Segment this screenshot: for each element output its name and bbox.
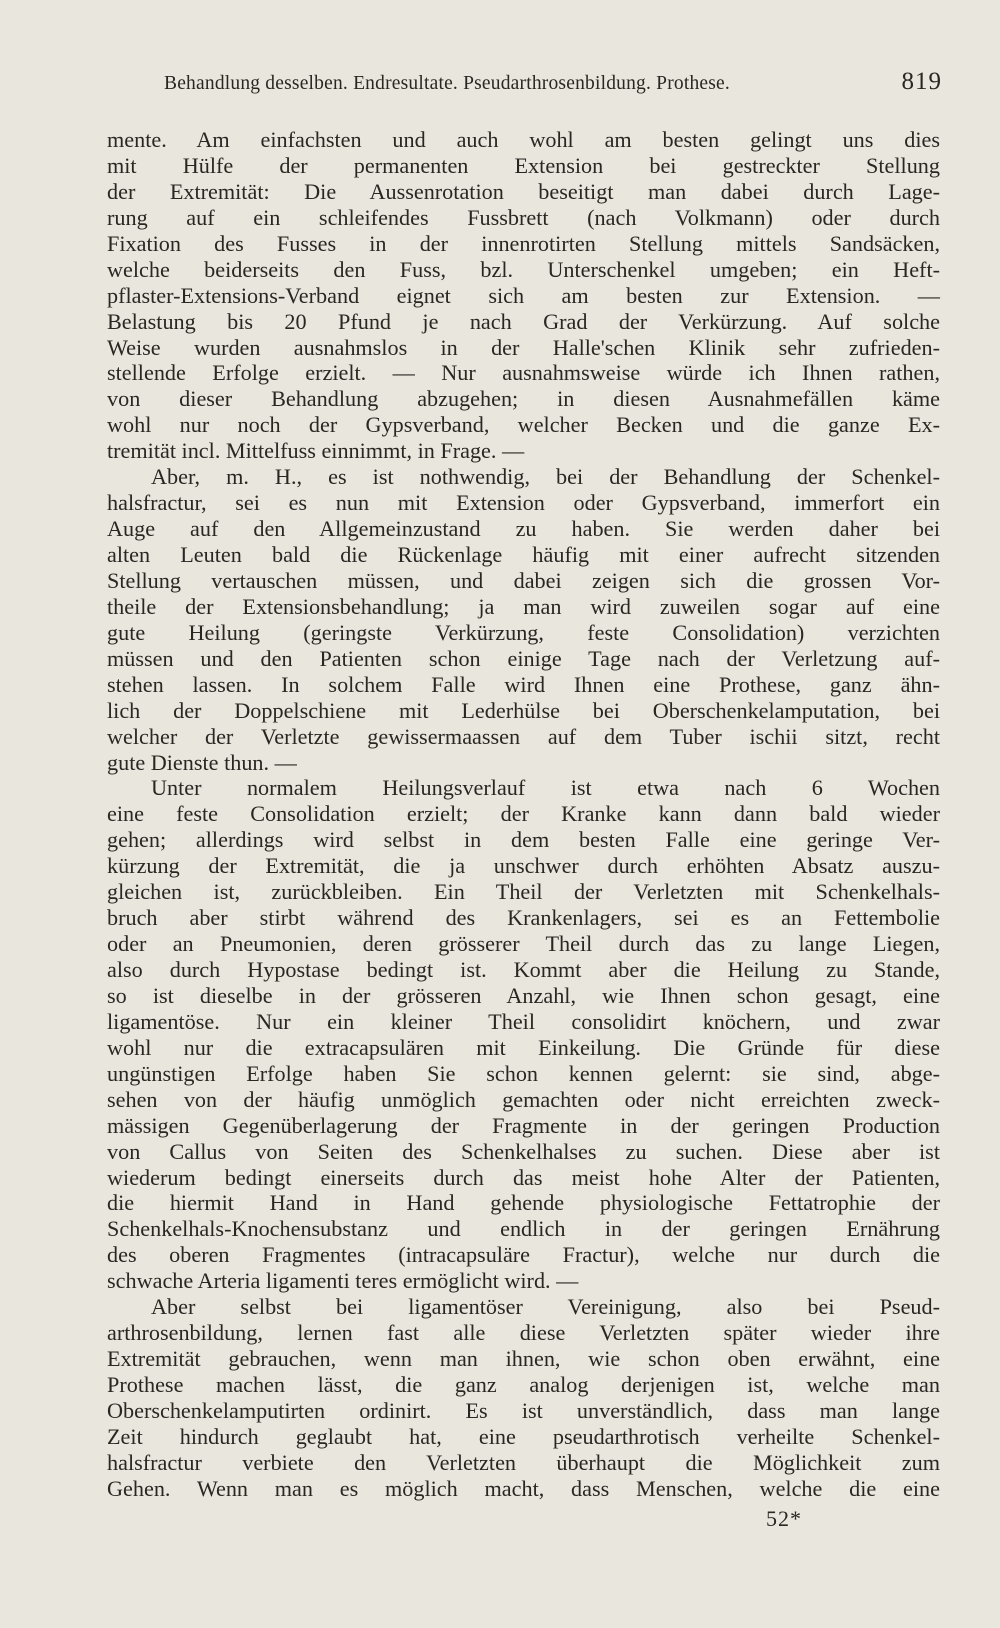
text-line: halsfractur, sei es nun mit Extension oder Gypsverband, immerfort ein	[107, 490, 940, 516]
page-number: 819	[901, 68, 942, 95]
text-line: theile der Extensionsbehandlung; ja man wird zuweilen sogar auf eine	[107, 593, 940, 619]
text-line: ungünstigen Erfolge haben Sie schon kennen gelernt: sie sind, abge-	[107, 1060, 940, 1086]
text-line: des oberen Fragmentes (intracapsuläre Fractur), welche nur durch die	[107, 1242, 940, 1268]
text-line: müssen und den Patienten schon einige Tage nach der Verletzung auf-	[107, 645, 940, 671]
text-line: eine feste Consolidation erzielt; der Kranke kann dann bald wieder	[107, 801, 940, 827]
text-line: gleichen ist, zurückbleiben. Ein Theil der Verletzten mit Schenkelhals-	[107, 879, 940, 905]
text-line: Aber, m. H., es ist nothwendig, bei der Behandlung der Schenkel-	[151, 464, 940, 490]
text-line: bruch aber stirbt während des Krankenlagers, sei es an Fettembolie	[107, 905, 940, 931]
text-line: Auge auf den Allgemeinzustand zu haben. Sie werden daher bei	[107, 516, 940, 542]
text-line: Schenkelhals-Knochensubstanz und endlich in der geringen Ernährung	[107, 1216, 940, 1242]
text-line: mente. Am einfachsten und auch wohl am besten gelingt uns dies	[107, 127, 940, 152]
text-line: mit Hülfe der permanenten Extension bei gestreckter Stellung	[107, 152, 940, 178]
running-title: Behandlung desselben. Endresultate. Pseudarthrosenbildung. Prothese.	[164, 73, 730, 94]
text-line: die hiermit Hand in Hand gehende physiologische Fettatrophie der	[107, 1190, 940, 1216]
text-line: gehen; allerdings wird selbst in dem besten Falle eine geringe Ver-	[107, 827, 940, 853]
text-line: stehen lassen. In solchem Falle wird Ihnen eine Prothese, ganz ähn-	[107, 671, 940, 697]
text-line: Zeit hindurch geglaubt hat, eine pseudarthrotisch verheilte Schenkel-	[107, 1423, 940, 1449]
text-line: oder an Pneumonien, deren grösserer Theil durch das zu lange Liegen,	[107, 931, 940, 957]
text-line: pflaster-Extensions-Verband eignet sich am besten zur Extension. —	[107, 282, 940, 308]
text-line: alten Leuten bald die Rückenlage häufig mit einer aufrecht sitzenden	[107, 542, 940, 567]
text-line: tremität incl. Mittelfuss einnimmt, in Frage. —	[107, 438, 525, 464]
text-line: sehen von der häufig unmöglich gemachten oder nicht erreichten zweck-	[107, 1086, 940, 1112]
text-line: Oberschenkelamputirten ordinirt. Es ist unverständlich, dass man lange	[107, 1397, 940, 1423]
text-line: kürzung der Extremität, die ja unschwer durch erhöhten Absatz auszu-	[107, 853, 940, 879]
text-line: wiederum bedingt einerseits durch das meist hohe Alter der Patienten,	[107, 1164, 940, 1190]
text-line: Stellung vertauschen müssen, und dabei zeigen sich die grossen Vor-	[107, 567, 940, 593]
text-line: ligamentöse. Nur ein kleiner Theil consolidirt knöchern, und zwar	[107, 1008, 940, 1034]
signature-mark: 52*	[766, 1506, 802, 1531]
text-line: Extremität gebrauchen, wenn man ihnen, wie schon oben erwähnt, eine	[107, 1346, 940, 1372]
text-line: wohl nur die extracapsulären mit Einkeilung. Die Gründe für diese	[107, 1034, 940, 1060]
text-line: gute Dienste thun. —	[107, 749, 297, 775]
text-line: also durch Hypostase bedingt ist. Kommt aber die Heilung zu Stande,	[107, 957, 940, 982]
body-text	[107, 127, 940, 1502]
text-line: wohl nur noch der Gypsverband, welcher Becken und die ganze Ex-	[107, 412, 940, 438]
text-line: Fixation des Fusses in der innenrotirten Stellung mittels Sandsäcken,	[107, 230, 940, 256]
text-line: von Callus von Seiten des Schenkelhalses zu suchen. Diese aber ist	[107, 1138, 940, 1164]
text-line: Gehen. Wenn man es möglich macht, dass Menschen, welche die eine	[107, 1475, 940, 1501]
text-line: so ist dieselbe in der grösseren Anzahl, wie Ihnen schon gesagt, eine	[107, 982, 940, 1008]
text-line: von dieser Behandlung abzugehen; in diesen Ausnahmefällen käme	[107, 386, 940, 412]
text-line: der Extremität: Die Aussenrotation beseitigt man dabei durch Lage-	[107, 178, 940, 204]
text-line: stellende Erfolge erzielt. — Nur ausnahmsweise würde ich Ihnen rathen,	[107, 360, 940, 386]
text-line: Prothese machen lässt, die ganz analog derjenigen ist, welche man	[107, 1372, 940, 1397]
text-line: lich der Doppelschiene mit Lederhülse bei Oberschenkelamputation, bei	[107, 697, 940, 723]
text-line: schwache Arteria ligamenti teres ermöglicht wird. —	[107, 1268, 579, 1294]
text-line: welcher der Verletzte gewissermaassen auf dem Tuber ischii sitzt, recht	[107, 723, 940, 749]
text-line: arthrosenbildung, lernen fast alle diese Verletzten später wieder ihre	[107, 1320, 940, 1346]
text-line: welche beiderseits den Fuss, bzl. Unterschenkel umgeben; ein Heft-	[107, 256, 940, 282]
text-line: Weise wurden ausnahmslos in der Halle'schen Klinik sehr zufrieden-	[107, 334, 940, 360]
text-line: Aber selbst bei ligamentöser Vereinigung, also bei Pseud-	[151, 1294, 940, 1320]
text-line: Unter normalem Heilungsverlauf ist etwa nach 6 Wochen	[151, 775, 940, 801]
text-line: gute Heilung (geringste Verkürzung, feste Consolidation) verzichten	[107, 619, 940, 645]
running-header	[164, 68, 942, 96]
text-line: rung auf ein schleifendes Fussbrett (nach Volkmann) oder durch	[107, 204, 940, 230]
text-line: halsfractur verbiete den Verletzten überhaupt die Möglichkeit zum	[107, 1449, 940, 1475]
text-line: mässigen Gegenüberlagerung der Fragmente in der geringen Production	[107, 1112, 940, 1138]
text-line: Belastung bis 20 Pfund je nach Grad der Verkürzung. Auf solche	[107, 308, 940, 334]
